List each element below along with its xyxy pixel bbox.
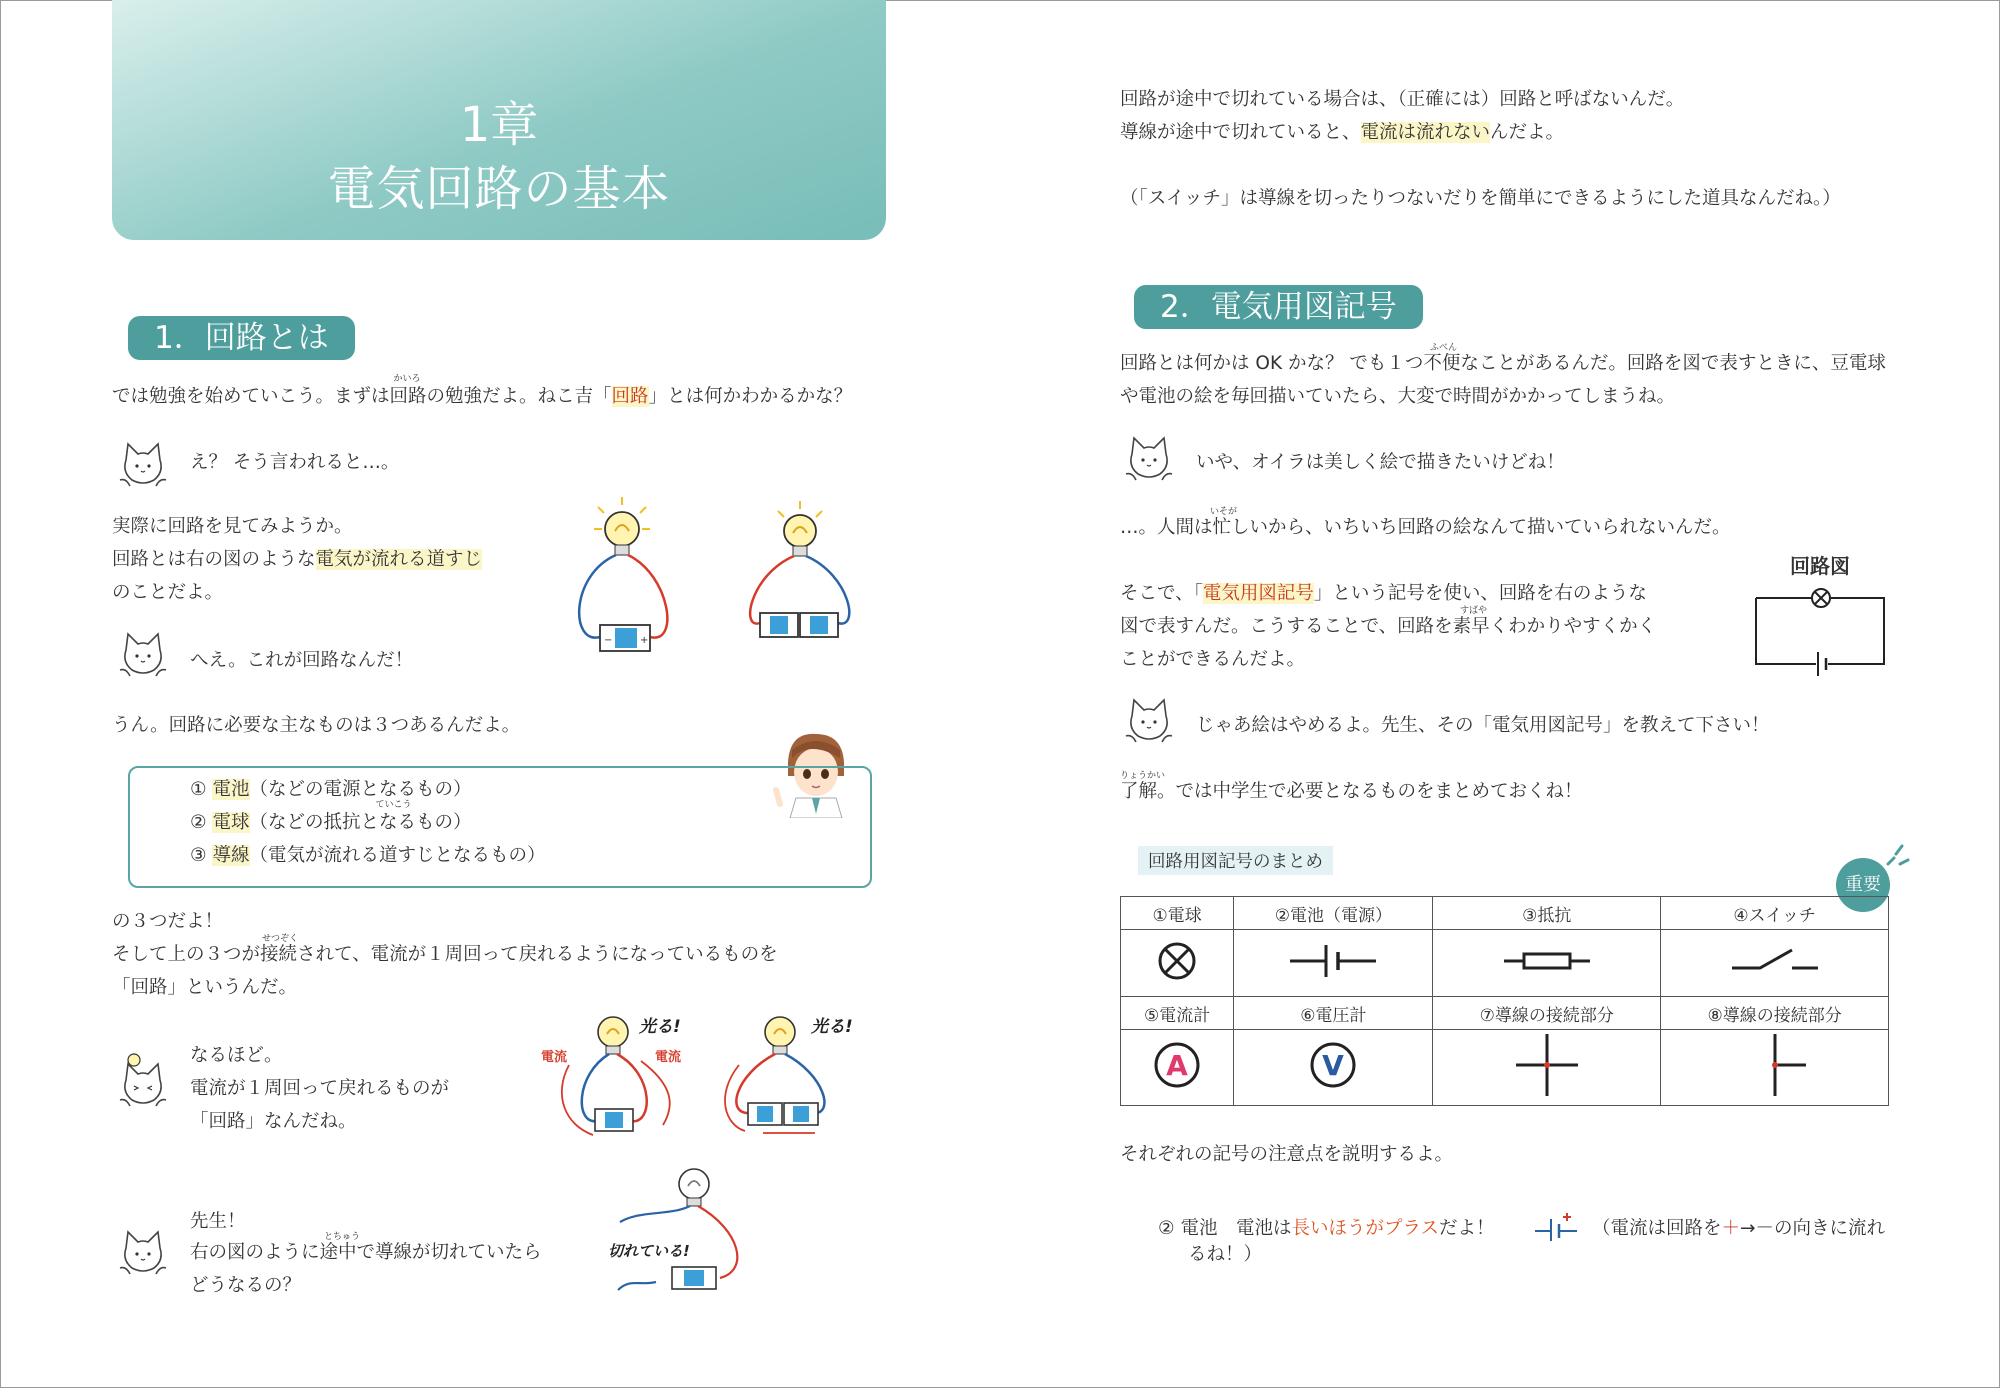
ammeter-letter: A — [1166, 1049, 1188, 1082]
right-p2a: 導線が途中で切れていると、 — [1120, 122, 1361, 143]
list-rest: （電気が流れる道すじとなるもの） — [249, 845, 546, 866]
real-line-3: のことだよ。 — [112, 582, 224, 603]
circuit-diagram — [1752, 578, 1890, 682]
list-item — [190, 781, 472, 800]
battery-note-line-1b — [1592, 1220, 1885, 1239]
cat-icon — [114, 438, 172, 496]
note-e: →－の向きに流れ — [1740, 1218, 1886, 1239]
important-badge: 重要 — [1836, 858, 1890, 912]
svg-text:+: + — [640, 635, 649, 646]
current-flow-illustration — [535, 1005, 875, 1155]
note-plus: ＋ — [1721, 1218, 1741, 1239]
right-p7 — [1120, 585, 1647, 604]
right-p7c: 」という記号を使い、回路を右のような — [1313, 583, 1647, 604]
table-cell — [1121, 930, 1234, 997]
battery-note-line-1 — [1158, 1220, 1494, 1239]
right-p8 — [1120, 606, 1657, 637]
cat3-line-3: 「回路」なんだね。 — [190, 1111, 357, 1132]
broken-circuit-illustration — [600, 1160, 760, 1300]
cat4-line-1: 先生！ — [190, 1211, 246, 1232]
table-header: ⑧導線の接続部分 — [1661, 997, 1889, 1030]
bulb-icon — [594, 497, 650, 555]
cat-icon — [1120, 432, 1178, 490]
right-p6-text: …。人間は忙しいから、いちいち回路の絵なんて描いていられないんだ。 — [1120, 517, 1731, 538]
section1-heading: 1．回路とは — [128, 316, 355, 360]
table-cell — [1234, 1030, 1433, 1106]
cat-line-6: じゃあ絵はやめるよ。先生、その「電気用図記号」を教えて下さい！ — [1196, 715, 1770, 736]
table-header: ⑤電流計 — [1121, 997, 1234, 1030]
table-header: ⑦導線の接続部分 — [1433, 997, 1661, 1030]
real-line-2a: 回路とは右の図のような — [112, 549, 316, 570]
table-cell — [1433, 930, 1661, 997]
list-item — [190, 847, 546, 866]
cross-junction-icon — [1512, 1030, 1582, 1100]
right-p11: それぞれの記号の注意点を説明するよ。 — [1120, 1144, 1454, 1165]
right-p7a: そこで、「 — [1120, 583, 1203, 604]
ruby-tochuu: とちゅう — [324, 1232, 361, 1242]
cat4-line-2-text: 右の図のように途中で導線が切れていたら — [190, 1242, 542, 1263]
right-p2-highlight: 電流は流れない — [1360, 122, 1491, 143]
right-p4-text: 回路とは何かは OK かな？ でも１つ不便なことがあるんだ。回路を図で表すときに、豆電球 — [1120, 353, 1886, 374]
list-rest-with-ruby — [249, 800, 472, 833]
note-c: だよ！ — [1438, 1218, 1495, 1239]
real-line-2-highlight: 電気が流れる道すじ — [315, 549, 483, 570]
ruby-fuben: ふべん — [1430, 343, 1458, 353]
table-header: ②電池（電源） — [1234, 897, 1433, 930]
lamp-symbol-icon — [1154, 938, 1200, 984]
three-items-line: うん。回路に必要な主なものは３つあるんだよ。 — [112, 715, 521, 736]
right-p2 — [1120, 124, 1564, 143]
right-p4 — [1120, 343, 1886, 374]
right-p9: ことができるんだよ。 — [1120, 649, 1306, 670]
right-p10 — [1120, 771, 1583, 802]
right-p2c: んだよ。 — [1490, 122, 1565, 143]
right-p3: （「スイッチ」は導線を切ったりつないだりを簡単にできるようにした道具なんだね。） — [1120, 188, 1841, 209]
section2-heading: 2．電気用図記号 — [1134, 285, 1423, 329]
note-num: ② — [1158, 1218, 1175, 1239]
right-p5: や電池の絵を毎回描いていたら、大変で時間がかかってしまうね。 — [1120, 386, 1676, 407]
intro-term-kairo — [389, 374, 427, 407]
ruby-kairo: かいろ — [393, 374, 421, 384]
table-header: ③抵抗 — [1433, 897, 1661, 930]
circuit-illustration — [560, 495, 880, 665]
intro-part-a: では勉強を始めていこう。まずは — [112, 386, 390, 407]
list-keyword: 電池 — [212, 779, 250, 800]
cat-line-1: え？ そう言われると…。 — [190, 452, 400, 473]
t-junction-icon — [1740, 1030, 1810, 1100]
ruby-isoga: いそが — [1210, 507, 1238, 517]
table-cell — [1661, 930, 1889, 997]
cat-icon — [1120, 694, 1178, 752]
svg-text:−: − — [604, 635, 613, 646]
right-p10-text: 了解。では中学生で必要となるものをまとめておくね！ — [1120, 781, 1583, 802]
intro-part-b: 回路 — [389, 386, 427, 407]
ammeter-symbol-icon — [1151, 1039, 1203, 1091]
resistor-symbol-icon — [1502, 946, 1592, 976]
table-cell — [1433, 1030, 1661, 1106]
symbol-table — [1120, 896, 1889, 1106]
cat-icon — [114, 628, 172, 686]
voltmeter-letter: V — [1322, 1049, 1345, 1082]
ruby-teikou: ていこう — [375, 800, 412, 810]
list-item — [190, 800, 472, 833]
section1-intro — [112, 374, 853, 407]
real-line-1: 実際に回路を見てみようか。 — [112, 516, 353, 537]
table-cell — [1121, 1030, 1234, 1106]
right-p8-text: 図で表すんだ。こうすることで、回路を素早くわかりやすくかく — [1120, 616, 1657, 637]
chapter-number: 1章 — [459, 97, 539, 153]
battery-symbol-icon — [1288, 941, 1378, 981]
ruby-ryoukai: りょうかい — [1120, 771, 1166, 781]
cat-line-2: へえ。これが回路なんだ！ — [190, 650, 414, 671]
right-p6 — [1120, 507, 1731, 538]
ruby-setsuzoku: せつぞく — [262, 934, 299, 944]
list-keyword: 電球 — [212, 812, 250, 833]
list-num: ① — [190, 779, 207, 800]
note-d: （電流は回路を — [1592, 1218, 1722, 1239]
table-cell — [1234, 930, 1433, 997]
after-line-1: の３つだよ！ — [112, 911, 224, 932]
cat-line-5: いや、オイラは美しく絵で描きたいけどね！ — [1196, 452, 1565, 473]
hikaru-label-2: 光る! — [811, 1017, 853, 1037]
intro-part-e: 」とは何かわかるかな？ — [648, 386, 853, 407]
real-line-2 — [112, 551, 482, 570]
circuit-diagram-label: 回路図 — [1790, 554, 1850, 578]
summary-label: 回路用図記号のまとめ — [1138, 846, 1333, 875]
battery-small-icon — [1533, 1211, 1583, 1243]
sparkle-icon — [1880, 842, 1910, 872]
ruby-subaya: すばや — [1460, 606, 1488, 616]
cat3-line-1: なるほど。 — [190, 1045, 283, 1066]
note-highlight: 長いほうがプラス — [1291, 1218, 1439, 1239]
after-line-2-text: そして上の３つが接続されて、電流が１周回って戻れるようになっているものを — [112, 944, 778, 965]
note-a: 電池 電池は — [1180, 1218, 1292, 1239]
list-num: ② — [190, 812, 207, 833]
cat-icon — [114, 1226, 172, 1284]
after-line-3: 「回路」というんだ。 — [112, 977, 298, 998]
intro-term-highlight: 回路 — [611, 386, 649, 407]
right-p1: 回路が途中で切れている場合は、（正確には）回路と呼ばないんだ。 — [1120, 89, 1685, 110]
table-header: ①電球 — [1121, 897, 1234, 930]
thinking-cat-icon — [114, 1050, 172, 1116]
cat4-line-2 — [190, 1232, 542, 1263]
cat4-line-3: どうなるの？ — [190, 1275, 302, 1296]
table-cell — [1661, 1030, 1889, 1106]
battery-note-line-2: るね！） — [1188, 1244, 1263, 1265]
chapter-title: 電気回路の基本 — [327, 161, 671, 217]
right-p7-highlight: 電気用図記号 — [1202, 583, 1314, 604]
denryu-label-2: 電流 — [655, 1050, 682, 1065]
intro-part-c: の勉強だよ。ねこ吉「 — [426, 386, 612, 407]
list-rest: （などの電源となるもの） — [249, 779, 472, 800]
table-header: ④スイッチ — [1661, 897, 1889, 930]
hikaru-label-1: 光る! — [639, 1017, 681, 1037]
switch-symbol-icon — [1730, 946, 1820, 976]
voltmeter-symbol-icon — [1307, 1039, 1359, 1091]
list-num: ③ — [190, 845, 207, 866]
list-rest: （などの抵抗となるもの） — [249, 812, 472, 833]
list-keyword: 導線 — [212, 845, 250, 866]
table-header: ⑥電圧計 — [1234, 997, 1433, 1030]
after-line-2 — [112, 934, 778, 965]
denryu-label-1: 電流 — [541, 1050, 568, 1065]
cat3-line-2: 電流が１周回って戻れるものが — [190, 1078, 450, 1099]
kireteiru-label: 切れている! — [608, 1242, 690, 1260]
